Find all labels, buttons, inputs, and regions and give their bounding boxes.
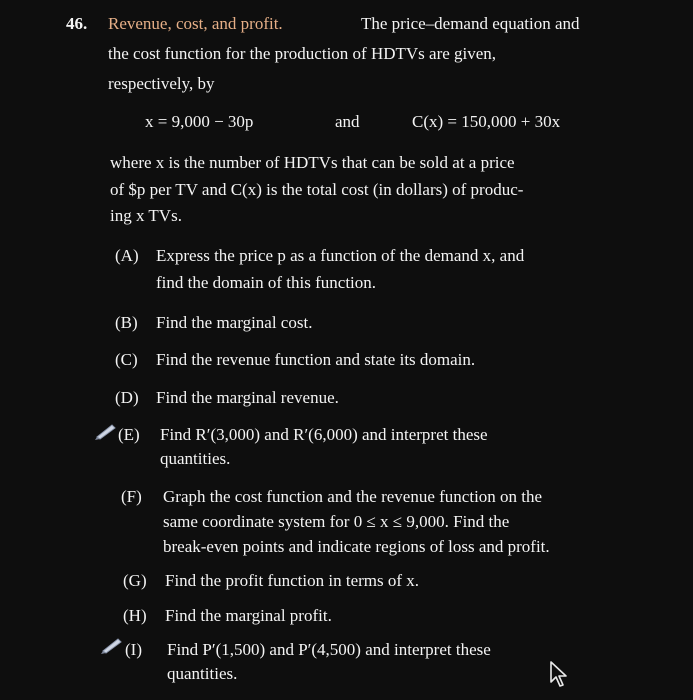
part-a-line-1: Express the price p as a function of the demand x, and (156, 246, 525, 265)
cost-equation: C(x) = 150,000 + 30x (412, 112, 561, 131)
problem-number: 46. (66, 14, 88, 33)
part-f-line-3: break-even points and indicate regions of loss and profit. (163, 537, 550, 556)
part-b-line-1: Find the marginal cost. (156, 313, 313, 332)
part-e-line-2: quantities. (160, 449, 231, 468)
part-g-label: (G) (123, 571, 147, 590)
where-line-2: of $p per TV and C(x) is the total cost (in dollars) of produc- (110, 180, 524, 199)
where-line-1: where x is the number of HDTVs that can be sold at a price (110, 153, 515, 172)
demand-equation: x = 9,000 − 30p (145, 112, 254, 131)
part-i-line-1: Find P′(1,500) and P′(4,500) and interpret these (167, 640, 491, 659)
pencil-icon (95, 424, 117, 440)
part-c-label: (C) (115, 350, 138, 369)
part-d-label: (D) (115, 388, 139, 407)
part-b-label: (B) (115, 313, 138, 332)
part-i-label: (I) (125, 640, 142, 659)
part-a-label: (A) (115, 246, 139, 265)
intro-line-2: the cost function for the production of HDTVs are given, (108, 44, 497, 63)
intro-line-1: The price–demand equation and (361, 14, 580, 33)
part-a-line-2: find the domain of this function. (156, 273, 377, 292)
part-d-line-1: Find the marginal revenue. (156, 388, 339, 407)
part-e-label: (E) (118, 425, 140, 444)
pencil-icon (101, 638, 123, 654)
where-line-3: ing x TVs. (110, 206, 182, 225)
part-h-line-1: Find the marginal profit. (165, 606, 332, 625)
part-f-line-2: same coordinate system for 0 ≤ x ≤ 9,000. Find the (163, 512, 510, 531)
equation-and: and (335, 112, 360, 131)
intro-line-3: respectively, by (108, 74, 215, 93)
part-f-label: (F) (121, 487, 142, 506)
problem-heading: Revenue, cost, and profit. (108, 14, 283, 33)
part-i-line-2: quantities. (167, 664, 238, 683)
part-g-line-1: Find the profit function in terms of x. (165, 571, 420, 590)
part-c-line-1: Find the revenue function and state its domain. (156, 350, 476, 369)
part-f-line-1: Graph the cost function and the revenue function on the (163, 487, 543, 506)
part-e-line-1: Find R′(3,000) and R′(6,000) and interpret these (160, 425, 488, 444)
mouse-cursor-icon (549, 660, 571, 690)
part-h-label: (H) (123, 606, 147, 625)
